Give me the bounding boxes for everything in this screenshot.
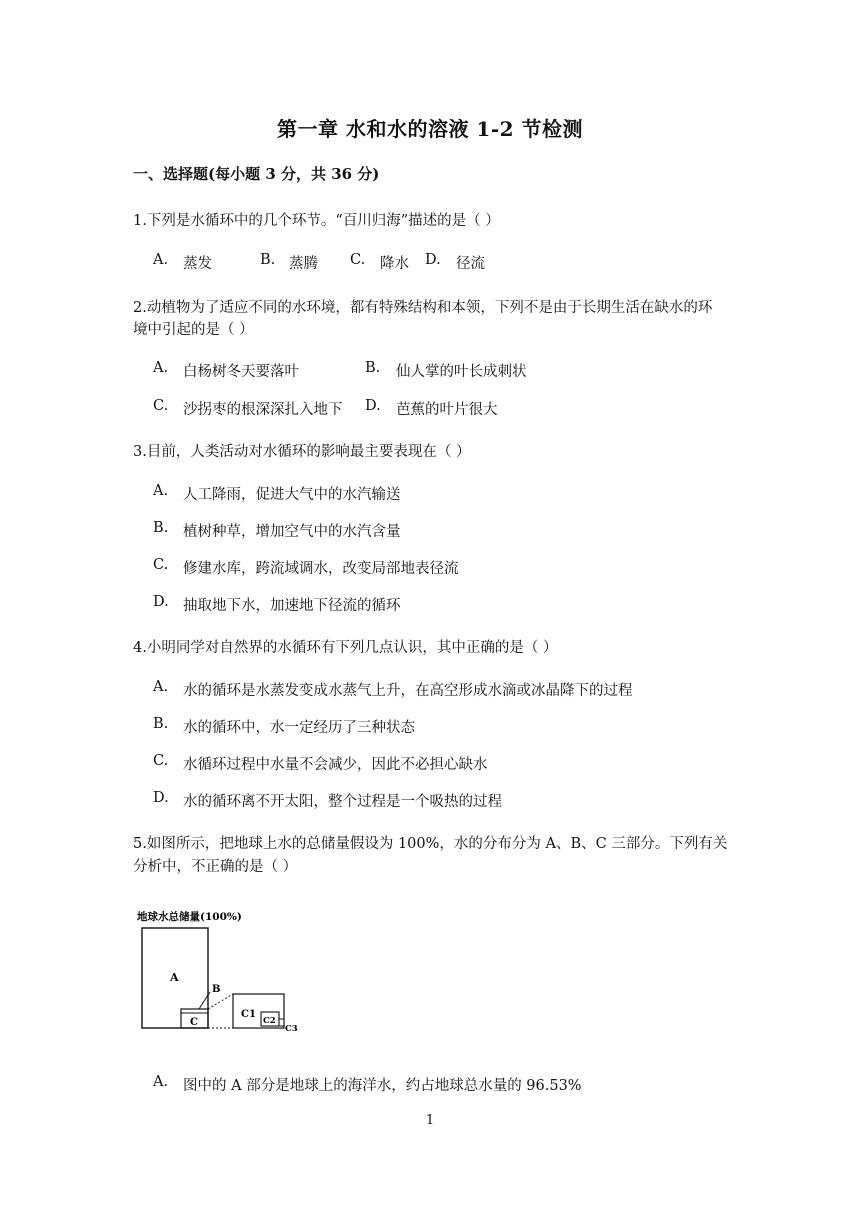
q4-option-b-label: B. [153,716,169,732]
question-3-stem: 3.目前，人类活动对水循环的影响最主要表现在（ ） [133,444,471,460]
q4-option-c-label: C. [153,753,169,769]
q5-option-a-text: 图中的 A 部分是地球上的海洋水，约占地球总水量的 96.53% [183,1078,582,1094]
section-heading: 一、选择题(每小题 3 分，共 36 分) [133,165,380,183]
q1-option-d-text: 径流 [456,256,485,272]
q2-option-a-text: 白杨树冬天要落叶 [183,364,299,380]
question-5-stem-line-2: 分析中，不正确的是（ ） [133,859,298,875]
q2-option-b-label: B. [365,360,381,376]
page-title: 第一章 水和水的溶液 1-2 节检测 [276,117,584,141]
q2-option-a-label: A. [153,360,169,376]
q1-option-c-text: 降水 [380,256,409,272]
q3-option-b-label: B. [153,520,169,536]
region-c1-label: C1 [241,1009,256,1020]
q4-option-d-label: D. [153,790,169,806]
q4-option-a-label: A. [153,679,169,695]
q2-option-c-text: 沙拐枣的根深深扎入地下 [183,402,343,418]
connector-top-dashed [208,994,233,1009]
q4-option-c-text: 水循环过程中水量不会减少，因此不必担心缺水 [183,757,488,773]
region-b-label: B [212,984,221,995]
question-2-stem-line-2: 境中引起的是（ ） [133,322,254,338]
q1-option-b-text: 蒸腾 [289,256,318,272]
q4-option-a-text: 水的循环是水蒸发变成水蒸气上升，在高空形成水滴或冰晶降下的过程 [183,683,633,699]
figure-caption: 地球水总储量(100%) [137,911,242,923]
q1-option-a-text: 蒸发 [183,256,212,272]
water-distribution-figure [137,907,302,1035]
q2-option-d-text: 芭蕉的叶片很大 [396,402,498,418]
q1-option-c-label: C. [350,252,366,268]
q2-option-c-label: C. [153,398,169,414]
region-c2-label: C2 [263,1016,276,1026]
q1-option-b-label: B. [260,252,276,268]
q3-option-c-text: 修建水库，跨流域调水，改变局部地表径流 [183,561,459,577]
q1-option-a-label: A. [153,252,169,268]
q1-option-d-label: D. [425,252,441,268]
q3-option-c-label: C. [153,557,169,573]
q3-option-b-text: 植树种草，增加空气中的水汽含量 [183,524,401,540]
q3-option-a-label: A. [153,483,169,499]
q4-option-b-text: 水的循环中，水一定经历了三种状态 [183,720,415,736]
figure-drawing [137,907,302,1035]
region-a-label: A [170,971,179,984]
question-5-stem-line-1: 5.如图所示，把地球上水的总储量假设为 100%，水的分布分为 A、B、C 三部分。下列有关 [133,836,728,852]
q5-option-a-label: A. [153,1074,169,1090]
q2-option-d-label: D. [365,398,381,414]
q3-option-d-label: D. [153,594,169,610]
page-number: 1 [425,1113,435,1128]
question-2-stem-line-1: 2.动植物为了适应不同的水环境，都有特殊结构和本领，下列不是由于长期生活在缺水的环 [133,300,713,316]
region-c3-label: C3 [285,1024,298,1034]
q4-option-d-text: 水的循环离不开太阳，整个过程是一个吸热的过程 [183,794,502,810]
region-c-label: C [190,1017,198,1028]
q3-option-d-text: 抽取地下水，加速地下径流的循环 [183,598,401,614]
region-c3-box [279,1019,284,1026]
q3-option-a-text: 人工降雨，促进大气中的水汽输送 [183,487,401,503]
q2-option-b-text: 仙人掌的叶长成刺状 [396,364,527,380]
question-4-stem: 4.小明同学对自然界的水循环有下列几点认识，其中正确的是（ ） [133,640,558,656]
question-1-stem: 1.下列是水循环中的几个环节。“百川归海”描述的是（ ） [133,213,500,229]
